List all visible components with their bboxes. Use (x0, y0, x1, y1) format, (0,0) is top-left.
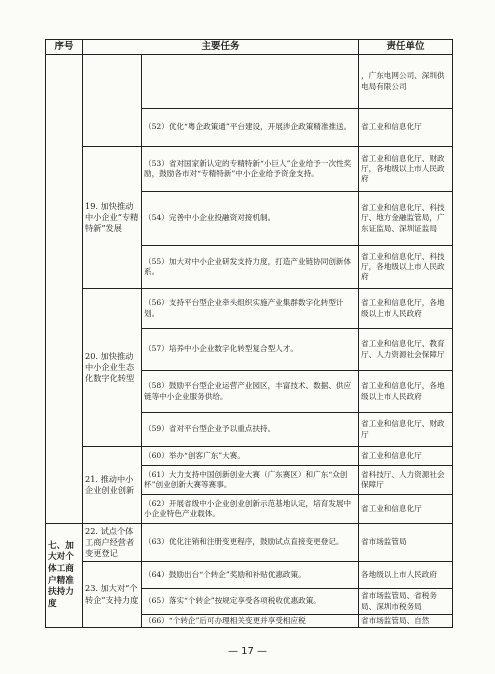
task-cell: （54）完善中小企业投融资对接机制。 (142, 192, 359, 246)
resp-cell: 省工业和信息化厅、财政厅 (359, 413, 453, 447)
resp-cell: 省工业和信息化厅 (359, 109, 453, 147)
group-cell: 21. 推动中小企业创业创新 (83, 447, 142, 524)
group-cell: 22. 试点个体工商户经营者变更登记 (83, 524, 142, 562)
task-table (45, 39, 453, 628)
resp-cell: 省工业和信息化厅，各地级以上市人民政府 (359, 289, 453, 329)
task-cell: （58）鼓励平台型企业运营产业园区，丰富技术、数据、供应链等中小企业服务供给。 (142, 371, 359, 413)
task-cell: （60）举办“创客广东”大赛。 (142, 447, 359, 466)
task-cell: （56）支持平台型企业牵头组织实施产业集群数字化转型计划。 (142, 289, 359, 329)
task-cell: （64）鼓励出台“个转企”奖励和补贴优惠政策。 (142, 562, 359, 589)
resp-cell: 省工业和信息化厅、科技厅，各地级以上市人民政府 (359, 246, 453, 289)
resp-cell: 省工业和信息化厅，各地级以上市人民政府 (359, 371, 453, 413)
group-cell: 20. 加快推动中小企业生态化数字化转型 (83, 289, 142, 447)
group-cell-continued (83, 55, 142, 147)
task-cell: （65）落实“个转企”按规定享受各项税收优惠政策。 (142, 589, 359, 615)
resp-cell: 省市场监管局、省税务局、深圳市税务局 (359, 589, 453, 615)
header-responsible-unit: 责任单位 (359, 40, 453, 55)
task-cell: （52）优化“粤企政策通”平台建设，开展涉企政策精准推送。 (142, 109, 359, 147)
resp-cell: ，广东电网公司、深圳供电局有限公司 (359, 55, 453, 109)
task-cell: （53）省对国家新认定的专精特新“小巨人”企业给予一次性奖励，鼓励各市对“专精特新”中小企业给予资金支持。 (142, 147, 359, 192)
task-cell: （61）大力支持中国创新创业大赛（广东赛区）和广东“众创杯”创业创新大赛等赛事。 (142, 466, 359, 495)
table-row (46, 524, 453, 562)
resp-cell: 省工业和信息化厅、财政厅，各地级以上市人民政府 (359, 147, 453, 192)
task-cell: （55）加大对中小企业研发支持力度，打造产业链协同创新体系。 (142, 246, 359, 289)
task-cell: （59）省对平台型企业予以重点扶持。 (142, 413, 359, 447)
resp-cell: 省工业和信息化厅 (359, 447, 453, 466)
resp-cell: 各地级以上市人民政府 (359, 562, 453, 589)
header-main-task: 主要任务 (83, 40, 359, 55)
group-cell: 19. 加快推动中小企业“专精特新”发展 (83, 147, 142, 289)
resp-cell: 省科技厅、人力资源社会保障厅 (359, 466, 453, 495)
group-cell: 23. 加大对“个转企”支持力度 (83, 562, 142, 628)
resp-cell: 省工业和信息化厅、科技厅、地方金融监管局，广东证监局、深圳证监局 (359, 192, 453, 246)
table-row (46, 147, 453, 192)
task-cell: （63）优化注销和注册变更程序，鼓励试点直接变更登记。 (142, 524, 359, 562)
table-row (46, 55, 453, 109)
resp-cell: 省市场监管局、自然 (359, 615, 453, 628)
table-row (46, 562, 453, 589)
task-cell: （62）开展省级中小企业创业创新示范基地认定，培育发展中小企业特色产业载体。 (142, 495, 359, 524)
resp-cell: 省市场监管局 (359, 524, 453, 562)
task-cell (142, 55, 359, 109)
resp-cell: 省工业和信息化厅 (359, 495, 453, 524)
table-row (46, 289, 453, 329)
category-cell: 七、加大对个体工商户精准扶持力度 (46, 524, 83, 628)
header-serial-no: 序号 (46, 40, 83, 55)
category-cell-continued (46, 55, 83, 524)
table-header-row (46, 40, 453, 55)
page-number: — 17 — (227, 646, 268, 657)
table-row (46, 447, 453, 466)
task-cell: （66）“个转企”后可办理相关变更并享受相应税 (142, 615, 359, 628)
task-cell: （57）培养中小企业数字化转型复合型人才。 (142, 329, 359, 371)
resp-cell: 省工业和信息化厅、教育厅、人力资源社会保障厅 (359, 329, 453, 371)
